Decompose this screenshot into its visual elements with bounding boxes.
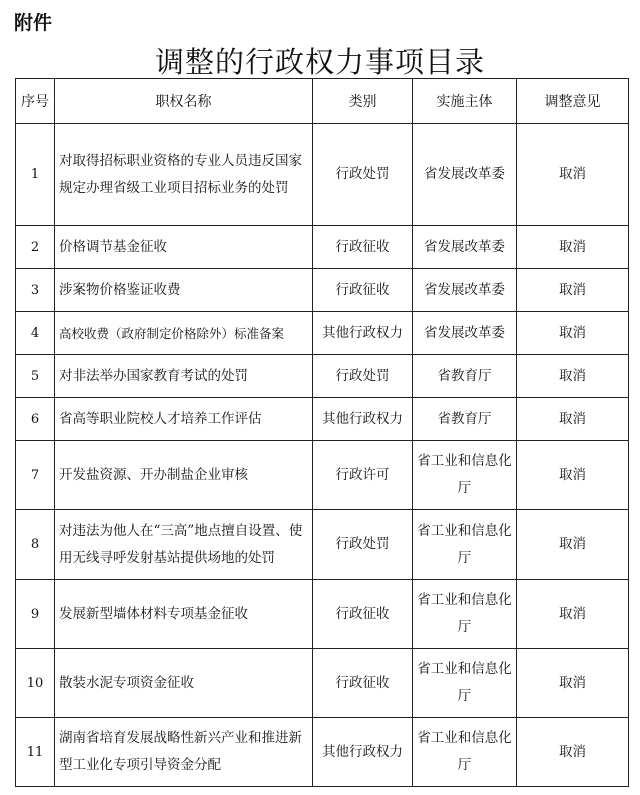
row-opinion: 取消: [517, 312, 629, 355]
row-no: 1: [16, 124, 55, 226]
row-agency: 省教育厅: [413, 355, 517, 398]
row-no: 4: [16, 312, 55, 355]
document-title: 调整的行政权力事项目录: [154, 45, 485, 79]
row-agency: 省发展改革委: [413, 226, 517, 269]
row-no: 8: [16, 510, 55, 580]
row-name: 散装水泥专项资金征收: [55, 649, 313, 718]
row-category: 行政处罚: [313, 510, 413, 580]
row-name: 湖南省培育发展战略性新兴产业和推进新型工业化专项引导资金分配: [55, 718, 313, 787]
row-agency: 省发展改革委: [413, 269, 517, 312]
row-category: 行政处罚: [313, 355, 413, 398]
table-row: [16, 580, 629, 649]
row-category: 其他行政权力: [313, 398, 413, 441]
row-agency: 省工业和信息化厅: [413, 649, 517, 718]
row-agency: 省教育厅: [413, 398, 517, 441]
row-name: 对违法为他人在“三高”地点擅自设置、使用无线寻呼发射基站提供场地的处罚: [55, 510, 313, 580]
row-name: 对取得招标职业资格的专业人员违反国家规定办理省级工业项目招标业务的处罚: [55, 124, 313, 226]
row-category: 行政处罚: [313, 124, 413, 226]
row-opinion: 取消: [517, 649, 629, 718]
table-row: [16, 510, 629, 580]
row-category: 行政许可: [313, 441, 413, 510]
power-items-table: [15, 78, 629, 787]
table-row: [16, 312, 629, 355]
row-name: 价格调节基金征收: [55, 226, 313, 269]
row-opinion: 取消: [517, 441, 629, 510]
row-no: 5: [16, 355, 55, 398]
table-row: [16, 355, 629, 398]
row-name: 高校收费（政府制定价格除外）标准备案: [55, 312, 313, 355]
row-name: 省高等职业院校人才培养工作评估: [55, 398, 313, 441]
row-no: 11: [16, 718, 55, 787]
row-agency: 省发展改革委: [413, 124, 517, 226]
header-row: [16, 79, 629, 124]
table-row: [16, 649, 629, 718]
row-category: 行政征收: [313, 649, 413, 718]
header-name: 职权名称: [55, 79, 313, 124]
row-opinion: 取消: [517, 510, 629, 580]
row-name: 涉案物价格鉴证收费: [55, 269, 313, 312]
table-row: [16, 269, 629, 312]
row-no: 10: [16, 649, 55, 718]
header-category: 类别: [313, 79, 413, 124]
row-opinion: 取消: [517, 355, 629, 398]
row-agency: 省工业和信息化厅: [413, 441, 517, 510]
header-opinion: 调整意见: [517, 79, 629, 124]
row-opinion: 取消: [517, 398, 629, 441]
row-opinion: 取消: [517, 269, 629, 312]
row-no: 2: [16, 226, 55, 269]
row-agency: 省工业和信息化厅: [413, 580, 517, 649]
attachment-label: 附件: [14, 12, 53, 34]
row-opinion: 取消: [517, 718, 629, 787]
row-no: 7: [16, 441, 55, 510]
row-category: 行政征收: [313, 226, 413, 269]
row-category: 其他行政权力: [313, 718, 413, 787]
table-row: [16, 124, 629, 226]
row-agency: 省工业和信息化厅: [413, 718, 517, 787]
row-name: 发展新型墙体材料专项基金征收: [55, 580, 313, 649]
table-row: [16, 718, 629, 787]
header-agency: 实施主体: [413, 79, 517, 124]
row-no: 9: [16, 580, 55, 649]
row-category: 行政征收: [313, 269, 413, 312]
row-no: 6: [16, 398, 55, 441]
header-no: 序号: [16, 79, 55, 124]
row-agency: 省发展改革委: [413, 312, 517, 355]
table-row: [16, 226, 629, 269]
row-category: 其他行政权力: [313, 312, 413, 355]
table-row: [16, 398, 629, 441]
row-agency: 省工业和信息化厅: [413, 510, 517, 580]
row-opinion: 取消: [517, 226, 629, 269]
row-opinion: 取消: [517, 580, 629, 649]
row-category: 行政征收: [313, 580, 413, 649]
row-opinion: 取消: [517, 124, 629, 226]
row-no: 3: [16, 269, 55, 312]
row-name: 开发盐资源、开办制盐企业审核: [55, 441, 313, 510]
row-name: 对非法举办国家教育考试的处罚: [55, 355, 313, 398]
table-row: [16, 441, 629, 510]
